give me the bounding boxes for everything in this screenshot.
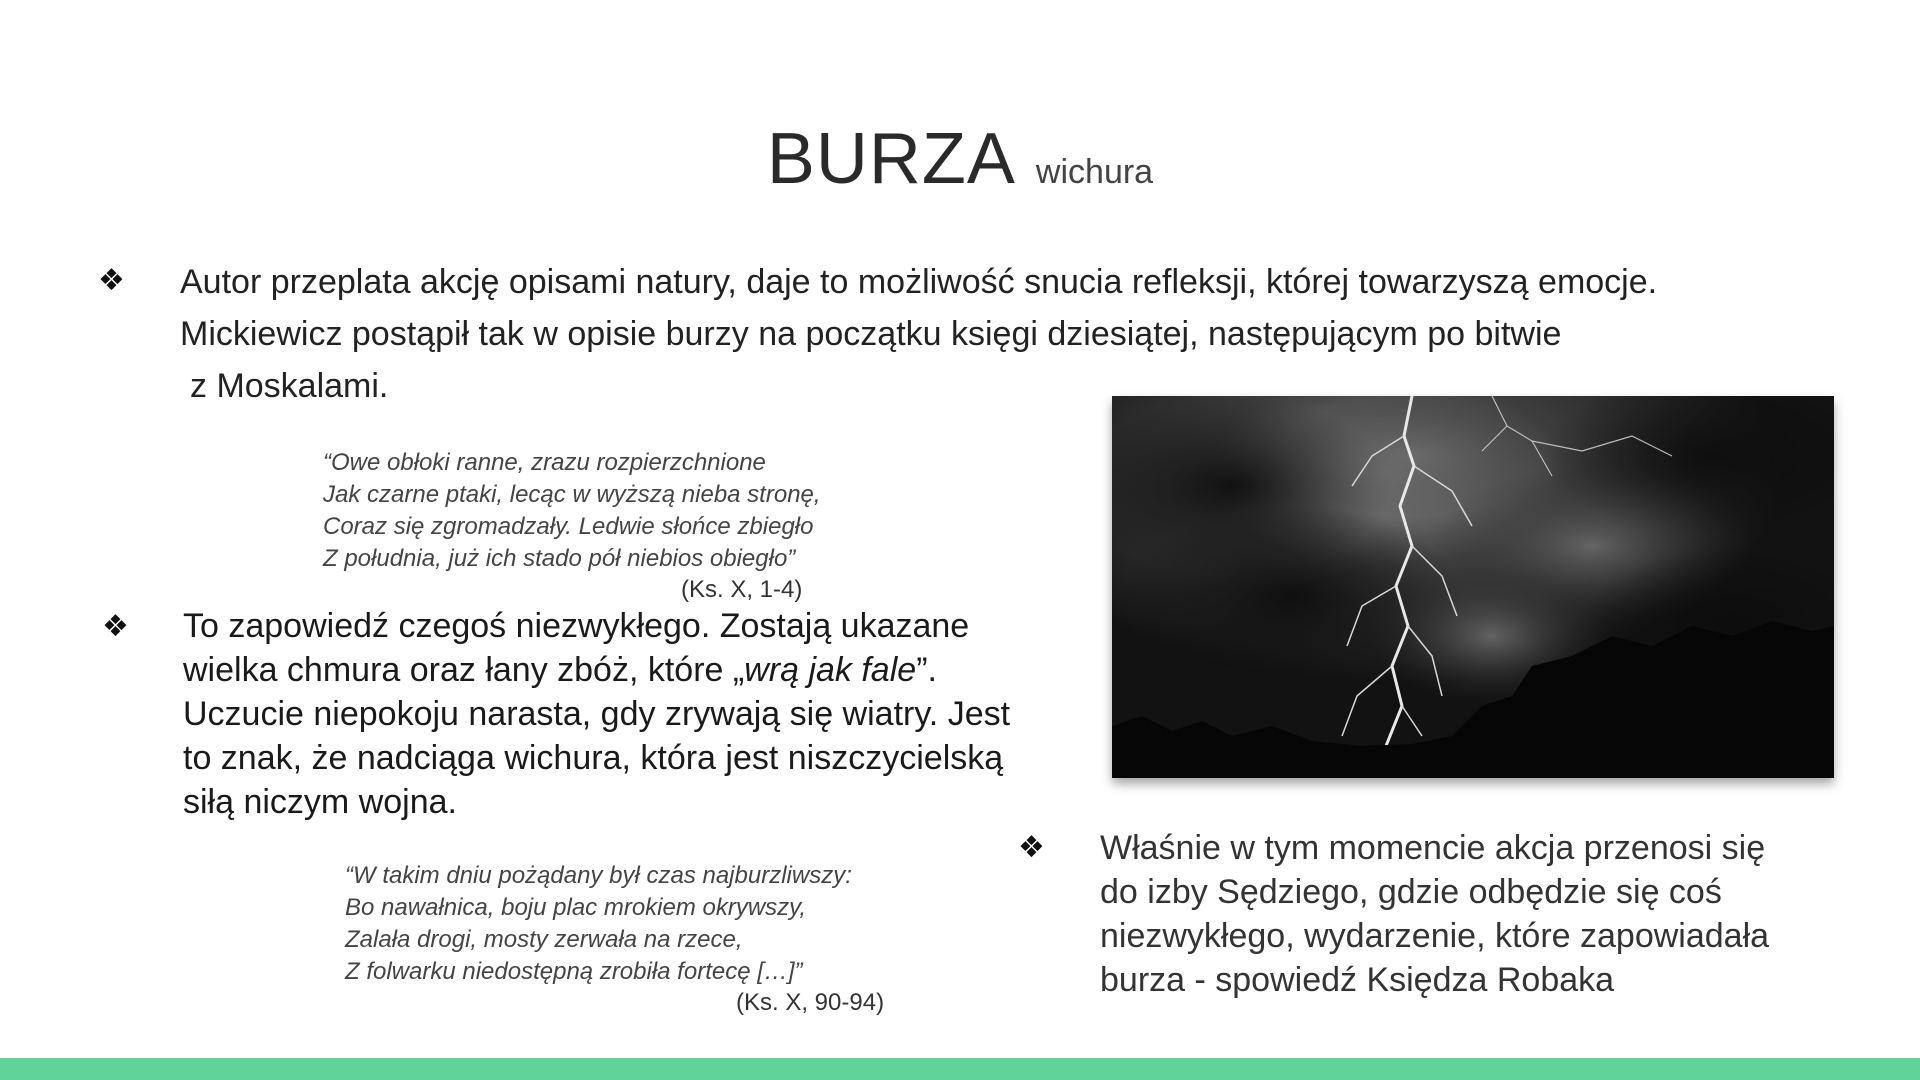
- quote-line: Z południa, już ich stado pół niebios obiegło”: [323, 545, 796, 572]
- slide-subtitle: wichura: [1035, 153, 1154, 191]
- title-block: [0, 118, 1920, 200]
- accent-bottom-bar: [0, 1058, 1920, 1080]
- quote-1-citation: (Ks. X, 1-4): [681, 576, 803, 603]
- intro-line: z Moskalami.: [190, 367, 389, 405]
- point-2-line: to znak, że nadciąga wichura, która jest niszczycielską: [183, 739, 1004, 777]
- point-2-line: [183, 648, 1103, 692]
- quote-2-citation: (Ks. X, 90-94): [736, 989, 885, 1016]
- storm-photo-icon: [1112, 396, 1834, 778]
- slide-title: BURZA: [766, 119, 1016, 199]
- point-2-text: ”.: [916, 651, 937, 689]
- point-2-italic-phrase: wrą jak fale: [744, 651, 917, 689]
- intro-paragraph: [180, 256, 1800, 412]
- point-2-paragraph: [183, 604, 1103, 824]
- storm-lightning-photo: [1112, 396, 1834, 778]
- point-3-line: niezwykłego, wydarzenie, które zapowiadała: [1100, 917, 1770, 955]
- point-2-line: To zapowiedź czegoś niezwykłego. Zostają ukazane: [183, 607, 970, 645]
- quote-line: Coraz się zgromadzały. Ledwie słońce zbiegło: [323, 513, 814, 540]
- bullet-icon: ❖: [102, 609, 129, 644]
- quote-line: Jak czarne ptaki, lecąc w wyższą nieba stronę,: [323, 481, 821, 508]
- point-2-text: wielka chmura oraz łany zbóż, które „: [183, 651, 745, 689]
- quote-line: “W takim dniu pożądany był czas najburzliwszy:: [345, 862, 852, 889]
- point-2-line: Uczucie niepokoju narasta, gdy zrywają się wiatry. Jest: [183, 695, 1011, 733]
- quote-1: [323, 447, 821, 575]
- quote-line: “Owe obłoki ranne, zrazu rozpierzchnione: [323, 449, 766, 476]
- quote-line: Zalała drogi, mosty zerwała na rzece,: [345, 926, 743, 953]
- point-3-paragraph: [1100, 826, 1860, 1002]
- point-3-line: burza - spowiedź Księdza Robaka: [1100, 961, 1615, 999]
- intro-line: Autor przeplata akcję opisami natury, daje to możliwość snucia refleksji, której towarzyszą emocje.: [180, 263, 1658, 301]
- quote-line: Z folwarku niedostępną zrobiła fortecę […]”: [345, 958, 803, 985]
- intro-line: Mickiewicz postąpił tak w opisie burzy na początku księgi dziesiątej, następującym po bitwie: [180, 315, 1562, 353]
- quote-line: Bo nawałnica, boju plac mrokiem okrywszy,: [345, 894, 807, 921]
- bullet-icon: ❖: [1018, 830, 1045, 865]
- quote-2: [345, 860, 852, 988]
- point-3-line: do izby Sędziego, gdzie odbędzie się coś: [1100, 873, 1722, 911]
- point-2-line: siłą niczym wojna.: [183, 783, 457, 821]
- point-3-line: Właśnie w tym momencie akcja przenosi się: [1100, 829, 1766, 867]
- bullet-icon: ❖: [98, 263, 125, 298]
